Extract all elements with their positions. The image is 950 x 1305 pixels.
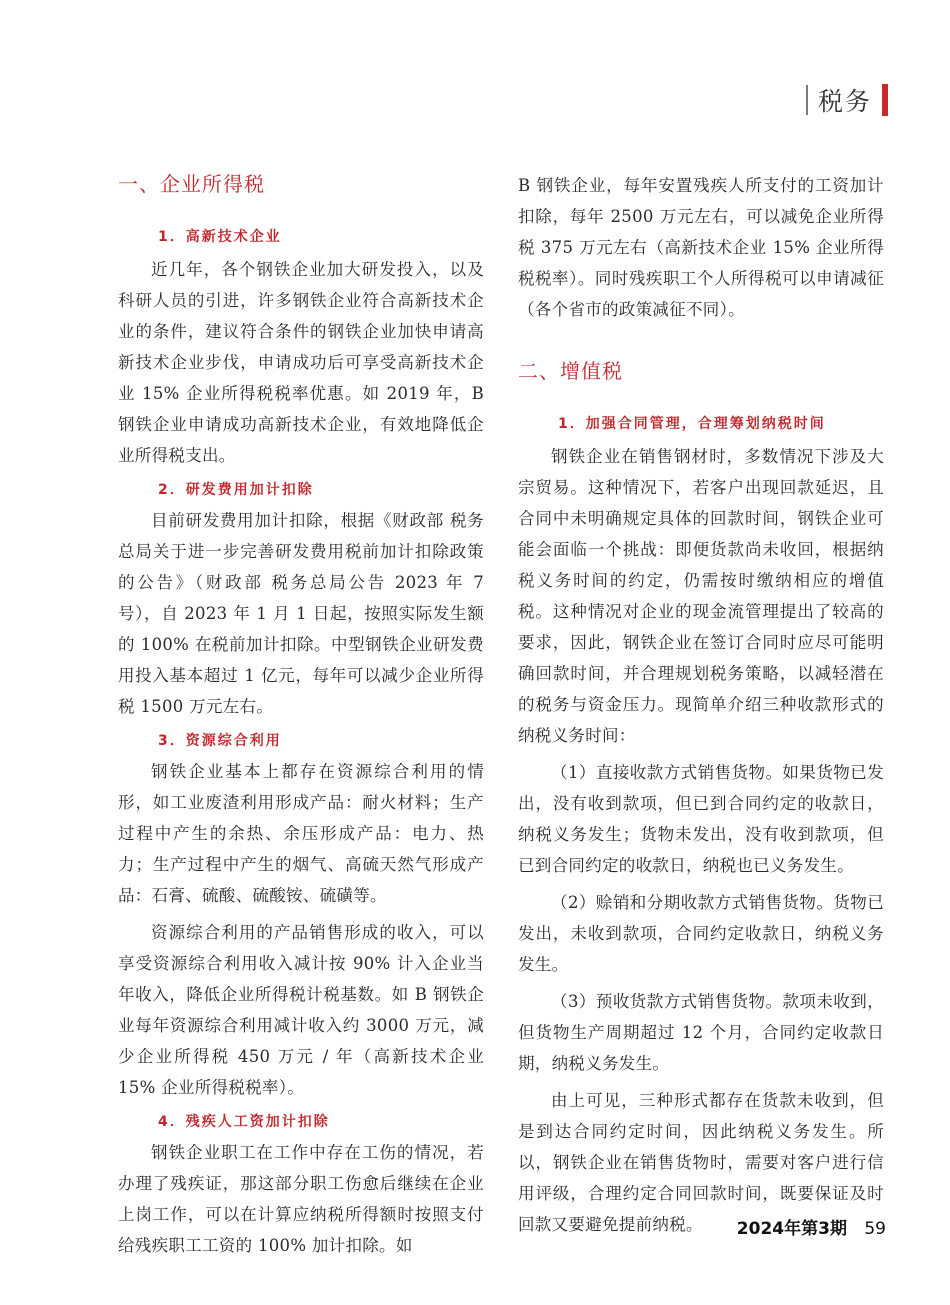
heading-vat: 二、增值税: [518, 359, 623, 383]
subheading-resource-utilization: 3．资源综合利用: [158, 733, 282, 749]
header-accent-bar: [882, 84, 888, 116]
page-number: 59: [864, 1219, 886, 1239]
subheading-high-tech: 1．高新技术企业: [158, 229, 282, 245]
subheading-contract-management: 1．加强合同管理，合理筹划纳税时间: [558, 416, 826, 432]
page-footer: [737, 1214, 886, 1239]
paragraph: 钢铁企业职工在工作中存在工伤的情况，若办理了残疾证，那这部分职工伤愈后继续在企业上岗工作，可以在计算应纳税所得额时按照支付给残疾职工工资的 100% 加计扣除。如: [118, 1143, 484, 1255]
paragraph-continued: B 钢铁企业，每年安置残疾人所支付的工资加计扣除，每年 2500 万元左右，可以减免企业所得税 375 万元左右（高新技术企业 15% 企业所得税税率）。同时残疾职工个人所得税可以申请减征（各个省市的政策减征不同）。: [518, 176, 884, 319]
paragraph: 钢铁企业基本上都存在资源综合利用的情形，如工业废渣利用形成产品：耐火材料；生产过程中产生的余热、余压形成产品：电力、热力；生产过程中产生的烟气、高硫天然气形成产品：石膏、硫酸、硫酸铵、硫磺等。: [118, 762, 484, 905]
right-column: [518, 170, 884, 1240]
paragraph: （1）直接收款方式销售货物。如果货物已发出，没有收到款项，但已到合同约定的收款日，纳税义务发生；货物未发出，没有收到款项，但已到合同约定的收款日，纳税也已义务发生。: [518, 763, 884, 875]
paragraph: 资源综合利用的产品销售形成的收入，可以享受资源综合利用收入减计按 90% 计入企业当年收入，降低企业所得税计税基数。如 B 钢铁企业每年资源综合利用减计收入约 3000 万元，减少企业所得税 450 万元 / 年（高新技术企业 15% 企业所得税税率）。: [118, 923, 484, 1097]
subheading-rd-deduction: 2．研发费用加计扣除: [158, 482, 314, 498]
header-divider: [806, 85, 808, 115]
paragraph: 由上可见，三种形式都存在货款未收到，但是到达合同约定时间，因此纳税义务发生。所以，钢铁企业在销售货物时，需要对客户进行信用评级，合理约定合同回款时间，既要保证及时回款又要避免提前纳税。: [518, 1091, 884, 1234]
section-header: [806, 82, 888, 118]
paragraph: 目前研发费用加计扣除，根据《财政部 税务总局关于进一步完善研发费用税前加计扣除政策的公告》（财政部 税务总局公告 2023 年 7 号），自 2023 年 1 月 1 日起，按照实际发生额的 100% 在税前加计扣除。中型钢铁企业研发费用投入基本超过 1 亿元，每年可以减少企业所得税 1500 万元左右。: [118, 511, 484, 716]
subheading-disabled-wage-deduction: 4．残疾人工资加计扣除: [158, 1114, 330, 1130]
paragraph: （3）预收货款方式销售货物。款项未收到，但货物生产周期超过 12 个月，合同约定收款日期，纳税义务发生。: [518, 992, 884, 1073]
paragraph: （2）赊销和分期收款方式销售货物。货物已发出，未收到款项，合同约定收款日，纳税义务发生。: [518, 893, 884, 974]
paragraph: 钢铁企业在销售钢材时，多数情况下涉及大宗贸易。这种情况下，若客户出现回款延迟，且合同中未明确规定具体的回款时间，钢铁企业可能会面临一个挑战：即便货款尚未收回，根据纳税义务时间的约定，仍需按时缴纳相应的增值税。这种情况对企业的现金流管理提出了较高的要求，因此，钢铁企业在签订合同时应尽可能明确回款时间，并合理规划税务策略，以减轻潜在的税务与资金压力。现简单介绍三种收款形式的纳税义务时间：: [518, 447, 884, 745]
paragraph: 近几年，各个钢铁企业加大研发投入，以及科研人员的引进，许多钢铁企业符合高新技术企业的条件，建议符合条件的钢铁企业加快申请高新技术企业步伐，申请成功后可享受高新技术企业 15% 企业所得税税率优惠。如 2019 年，B 钢铁企业申请成功高新技术企业，有效地降低企业所得税支出。: [118, 260, 484, 465]
left-column: [118, 168, 484, 1261]
heading-corporate-income-tax: 一、企业所得税: [118, 172, 265, 196]
issue-label: 2024年第3期: [736, 1219, 847, 1239]
section-title: 税务: [817, 87, 872, 116]
